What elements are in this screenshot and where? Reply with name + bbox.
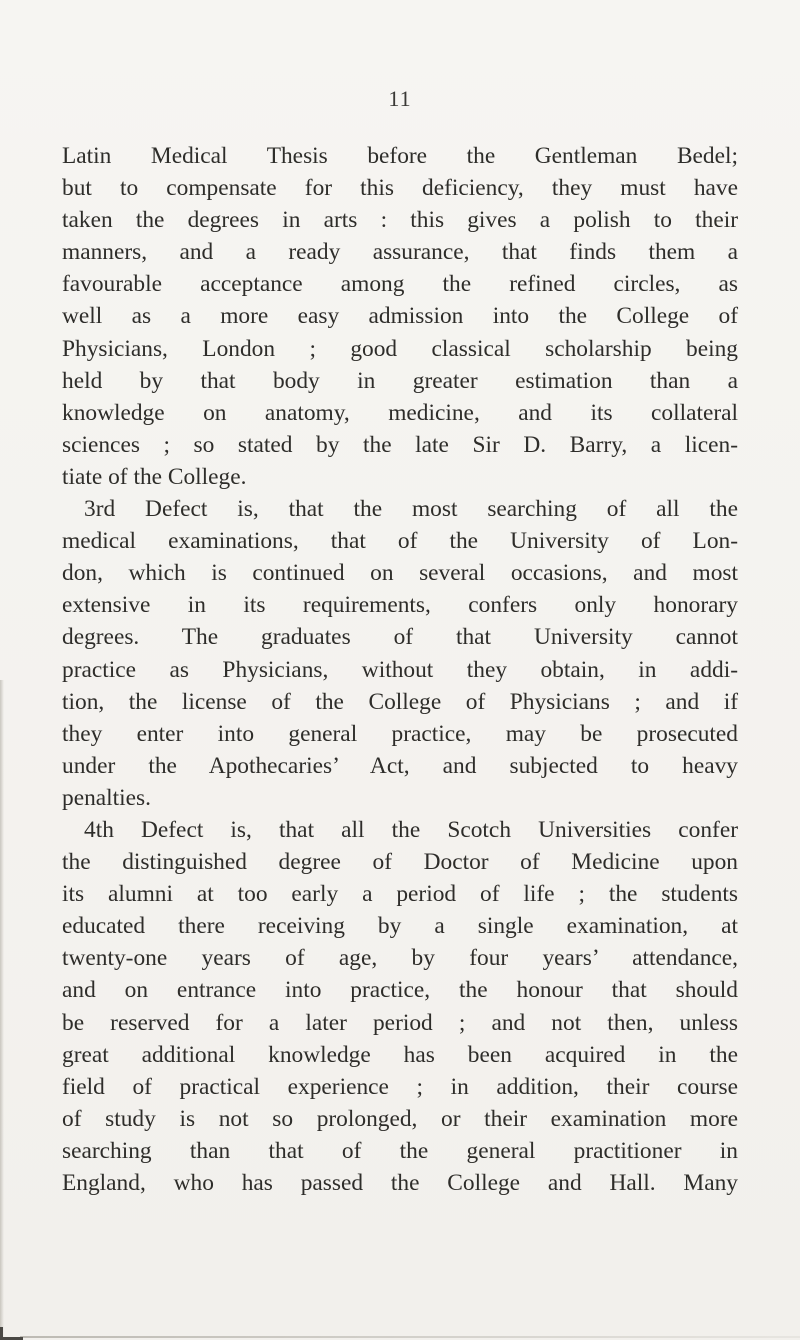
text-line: medical examinations, that of the University of Lon- xyxy=(62,528,738,555)
text-line: sciences ; so stated by the late Sir D. Barry, a licen- xyxy=(62,431,738,458)
text-line: tiate of the College. xyxy=(62,463,247,490)
text-line: taken the degrees in arts : this gives a polish to their xyxy=(62,207,738,234)
text-line: the distinguished degree of Doctor of Medicine upon xyxy=(62,849,738,876)
text-line: favourable acceptance among the refined circles, as xyxy=(62,271,738,298)
text-line: practice as Physicians, without they obtain, in addi- xyxy=(62,656,738,683)
text-line: extensive in its requirements, confers only honorary xyxy=(62,592,738,619)
body-text xyxy=(62,140,738,1199)
text-line: Latin Medical Thesis before the Gentleman Bedel; xyxy=(62,143,738,169)
text-line: great additional knowledge has been acquired in the xyxy=(62,1041,738,1068)
text-line: Physicians, London ; good classical scholarship being xyxy=(62,335,738,362)
text-line: degrees. The graduates of that University cannot xyxy=(62,624,738,651)
text-line: its alumni at too early a period of life ; the students xyxy=(62,881,738,908)
text-line: 4th Defect is, that all the Scotch Universities confer xyxy=(84,816,738,843)
text-line: field of practical experience ; in addition, their course xyxy=(62,1073,738,1100)
page-number: 11 xyxy=(388,86,412,111)
text-line: and on entrance into practice, the honour that should xyxy=(62,977,738,1004)
text-line: England, who has passed the College and Hall. Many xyxy=(62,1170,738,1196)
text-line: of study is not so prolonged, or their examination more xyxy=(62,1105,738,1132)
text-line: manners, and a ready assurance, that finds them a xyxy=(62,239,738,266)
text-line: 3rd Defect is, that the most searching of all the xyxy=(84,496,738,523)
text-line: don, which is continued on several occasions, and most xyxy=(62,560,738,587)
text-line: but to compensate for this deficiency, they must have xyxy=(62,175,738,202)
page-binding-edge xyxy=(0,680,4,1340)
text-line: under the Apothecaries’ Act, and subjected to heavy xyxy=(62,752,738,779)
text-line: searching than that of the general practitioner in xyxy=(62,1137,738,1164)
text-line: educated there receiving by a single examination, at xyxy=(62,913,738,940)
text-line: penalties. xyxy=(62,784,151,811)
text-line: tion, the license of the College of Physicians ; and if xyxy=(62,688,738,715)
text-line: be reserved for a later period ; and not then, unless xyxy=(62,1009,738,1036)
text-line: they enter into general practice, may be prosecuted xyxy=(62,720,738,747)
text-line: well as a more easy admission into the College of xyxy=(62,303,738,330)
text-line: twenty-one years of age, by four years’ attendance, xyxy=(62,945,738,972)
corner-mark xyxy=(0,1327,23,1340)
text-line: knowledge on anatomy, medicine, and its collateral xyxy=(62,399,738,426)
page-bottom-edge xyxy=(20,1336,800,1338)
text-line: held by that body in greater estimation than a xyxy=(62,367,738,394)
